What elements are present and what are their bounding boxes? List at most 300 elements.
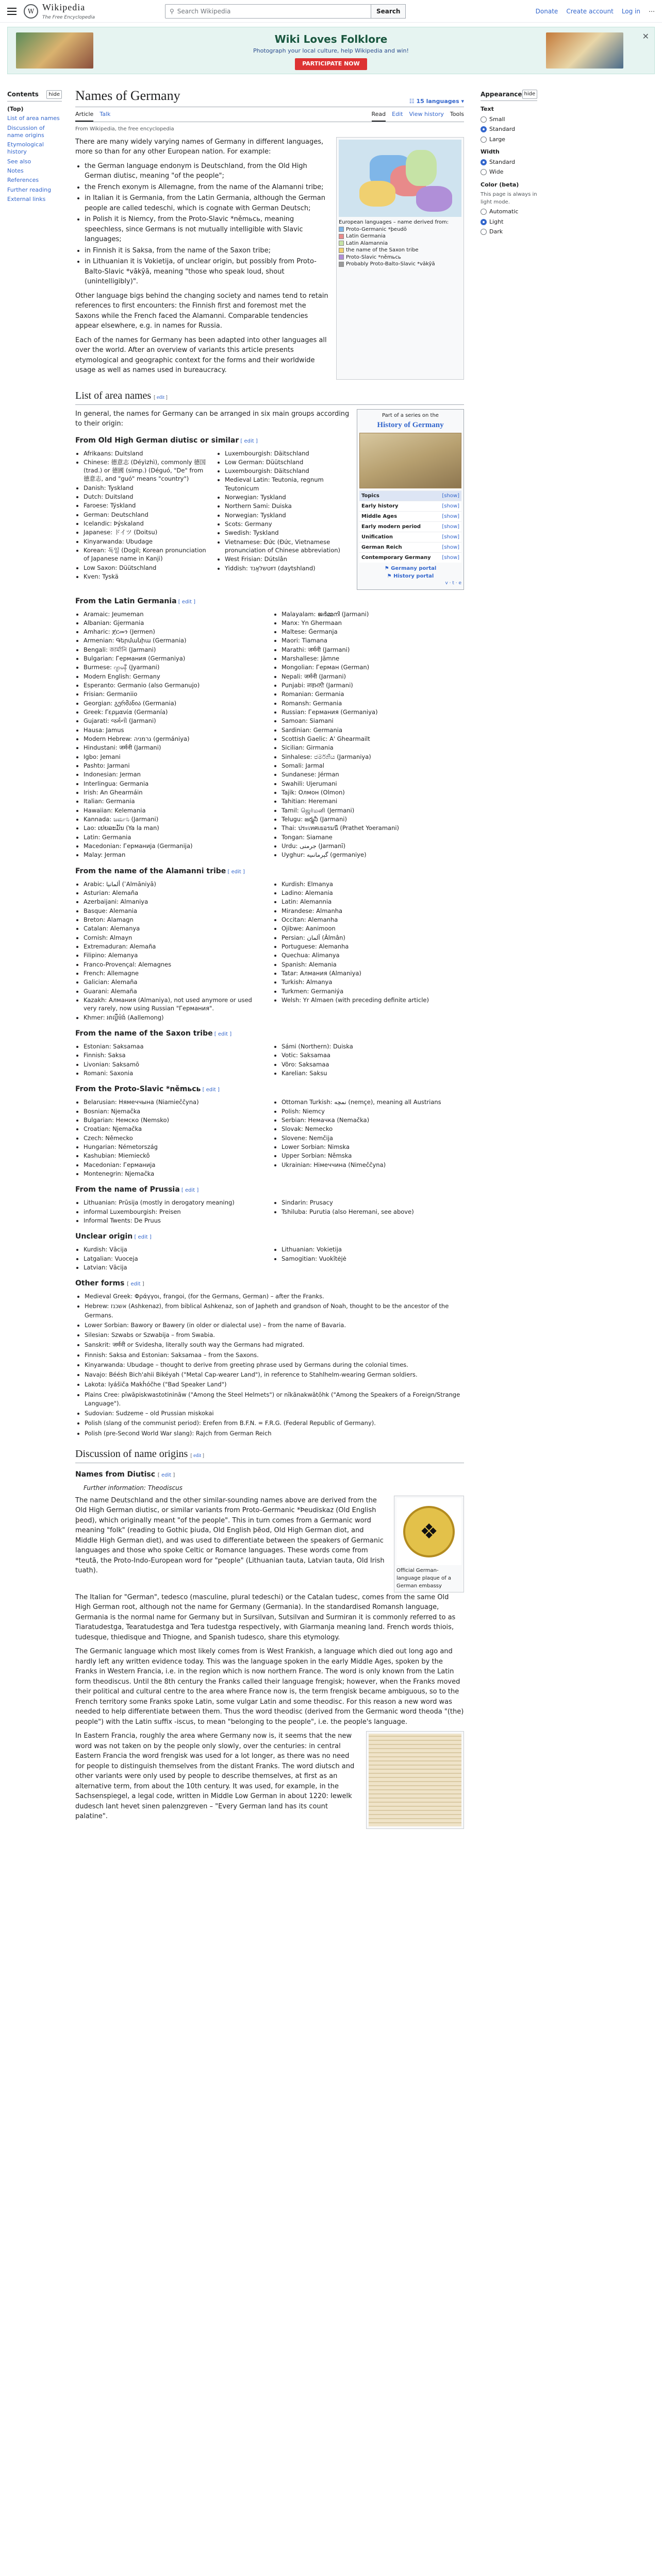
list-item: • Medieval Latin: Teutonia, regnum Teutonicum: [225, 476, 351, 493]
list-item: • Kashubian: Miemieckô: [84, 1151, 266, 1160]
width-option-label: Standard: [489, 158, 516, 165]
list-item: • Ojibwe: Aanimoon: [282, 924, 464, 933]
group-heading: [75, 596, 464, 607]
list-item: • Mongolian: Герман (German): [282, 663, 464, 671]
edit-link[interactable]: [ edit ]: [239, 438, 258, 444]
radio-icon[interactable]: [481, 209, 487, 215]
search-placeholder: Search Wikipedia: [177, 7, 231, 15]
list-item: • Swahili: Ujerumani: [282, 779, 464, 788]
list-item: • Kven: Tyskä: [84, 572, 209, 581]
navbox-show-toggle[interactable]: [show]: [442, 514, 459, 519]
banner-photo-right: [546, 32, 623, 69]
other-forms-title: Other forms: [75, 1279, 125, 1288]
tab-article[interactable]: Article: [75, 110, 93, 122]
list-item: • Tatar: Алмания (Almaniya): [282, 969, 464, 977]
list-item: • Luxembourgish: Däitschland: [225, 467, 351, 475]
list-item: • French: Allemagne: [84, 969, 266, 977]
list-item: • German: Deutschland: [84, 511, 209, 519]
group-title: From Old High German diutisc or similar: [75, 436, 239, 445]
navbox-row[interactable]: [359, 552, 461, 563]
list-item: • Kinyarwanda: Ubudage: [84, 537, 209, 546]
appearance-title: Appearance: [481, 91, 522, 98]
toc-item[interactable]: External links: [7, 195, 46, 202]
list-item: • Bengali: জার্মানি (Jarmani): [84, 646, 266, 654]
list-item: • Low Saxon: Düütschland: [84, 564, 209, 572]
list-item: • Khmer: អាល្លឺម៉ង់ (Aallemong): [84, 1013, 266, 1022]
name-list: [84, 1198, 266, 1225]
page-title: [75, 86, 464, 107]
list-item: • Lakota: Iyášiča Makȟóčhe ("Bad Speaker Land"): [85, 1380, 464, 1389]
vte-links[interactable]: v · t · e: [445, 581, 461, 586]
list-item: • Sundanese: Jérman: [282, 770, 464, 778]
edit-link[interactable]: [ edit ]: [133, 1234, 152, 1241]
group-title: From the Latin Germania: [75, 597, 177, 605]
radio-icon[interactable]: [481, 137, 487, 143]
legend-item: [339, 233, 461, 240]
list-item: • Latin: Germania: [84, 833, 266, 841]
edit-link[interactable]: [ edit ]: [127, 1281, 144, 1287]
text-size-option[interactable]: [481, 115, 537, 124]
color-label: Color (beta): [481, 181, 519, 188]
navbox-show-toggle[interactable]: [show]: [442, 524, 459, 530]
group-title: From the name of the Saxon tribe: [75, 1029, 213, 1038]
right-column: [273, 610, 464, 860]
list-item: • Lithuanian: Prūsija (mostly in derogatory meaning): [84, 1198, 266, 1207]
more-options-icon[interactable]: ⋯: [649, 7, 655, 15]
list-item: • Icelandic: Þýskaland: [84, 519, 209, 528]
language-button[interactable]: ☷ 15 languages ▾: [409, 97, 464, 105]
list-item: • Sicilian: Girmania: [282, 743, 464, 752]
navbox-show-toggle[interactable]: [show]: [442, 534, 459, 540]
color-option[interactable]: [481, 208, 537, 216]
list-item: • Modern Hebrew: גרמניה (germániya): [84, 735, 266, 743]
list-item: • Romani: Saxonia: [84, 1069, 266, 1077]
legend-swatch: [339, 248, 344, 253]
list-item: • Urdu: جرمنی (Jarmanī): [282, 842, 464, 850]
navbox-show-toggle[interactable]: [show]: [442, 503, 459, 509]
diutisc-heading: [75, 1469, 464, 1480]
list-item: • Pashto: Jarmani: [84, 761, 266, 770]
diutisc-paragraph-2: The Italian for "German", tedesco (masculine, plural tedeschi) or the Catalan tudesc, comes from the same Old High German root, although not the name for Germany (Germania). In the standardised Romansh language, Germania is the normal name for Germany but in Sursilvan, Sutsilvan and Surmiran it is commonly referred to as Tiaratudestga, Tearatudestga and Tera tudestga respectively, with Giarmanja meaning land. French words thiois, tudesque, thiedisque and Thiogne, and Spanish tudesco, share this etymology.: [75, 1593, 456, 1641]
list-item: • Finnish: Saksa: [84, 1051, 266, 1059]
toc-item[interactable]: References: [7, 177, 39, 184]
list-item: • Latgalian: Vuoceja: [84, 1255, 266, 1263]
banner-title: Wiki Loves Folklore: [274, 32, 388, 45]
other-forms-heading: [75, 1278, 464, 1289]
left-column: [75, 1245, 266, 1272]
name-group: [75, 1084, 464, 1178]
list-item: • Uyghur: گېرمانىيە (germaniye): [282, 851, 464, 859]
list-item: • Kurdish: Elmanya: [282, 880, 464, 888]
group-columns: [75, 880, 464, 1022]
list-item: • Finnish: Saksa and Estonian: Saksamaa – from the Saxons.: [85, 1351, 464, 1360]
navbox-row[interactable]: [359, 490, 461, 501]
navbox-row[interactable]: [359, 501, 461, 511]
list-item: • Italian: Germania: [84, 797, 266, 805]
color-option[interactable]: [481, 228, 537, 236]
list-item: • Indonesian: Jerman: [84, 770, 266, 778]
list-item: • Lower Sorbian: Nimska: [282, 1143, 464, 1151]
list-item: • Macedonian: Германија: [84, 1161, 266, 1169]
site-header: [0, 0, 662, 23]
list-item: • Faroese: Týskland: [84, 501, 209, 510]
navbox-row[interactable]: [359, 542, 461, 552]
list-item: • Azerbaijani: Almaniya: [84, 897, 266, 906]
map-caption: European languages – name derived from:: [339, 219, 449, 225]
group-title: From the name of the Alamanni tribe: [75, 867, 226, 875]
group-heading: [75, 1084, 464, 1095]
list-item: • Amharic: ጀርመን (Jermen): [84, 628, 266, 636]
navbox-rows: [359, 490, 461, 563]
color-note: This page is always in light mode.: [481, 192, 537, 205]
list-item: • Ukrainian: Німеччина (Nimeččyna): [282, 1161, 464, 1169]
intro-paragraph-2: Other language bigs behind the changing society and names tend to retain references to first encounters: the Finnish first and foremost met the Saxons while the French faced the Alamanni. Comparable tendencies appear elsewhere, e.g. in names for Russia.: [75, 292, 328, 330]
left-column: [75, 880, 266, 1022]
width-label: Width: [481, 148, 500, 155]
tab-tools[interactable]: Tools: [450, 111, 464, 117]
list-item: • Lower Sorbian: Bawory or Bawery (in older or dialectal use) – from the name of Bavaria.: [85, 1321, 464, 1330]
edit-link-text[interactable]: edit: [161, 1472, 172, 1478]
radio-icon[interactable]: [481, 219, 487, 225]
group-heading: [75, 1231, 464, 1242]
germany-portal-link[interactable]: ⚑ Germany portal: [384, 566, 437, 571]
list-item: • Swedish: Tyskland: [225, 529, 351, 537]
group-title: Unclear origin: [75, 1232, 133, 1241]
navbox-row-label: Topics: [361, 493, 379, 499]
list-item: • Catalan: Alemanya: [84, 924, 266, 933]
list-item: • Sudovian: Sudzeme – old Prussian miskokai: [85, 1409, 464, 1418]
history-portal-link[interactable]: ⚑ History portal: [387, 573, 434, 579]
left-column: [75, 1098, 266, 1178]
list-item: • Sinhalese: ජර්මනිය (Jarmaniya): [282, 753, 464, 761]
left-column: [75, 1198, 266, 1225]
right-column: [217, 449, 351, 582]
diutisc-title: Names from Diutisc: [75, 1470, 156, 1479]
edit-link[interactable]: [ edit ]: [190, 1452, 204, 1459]
list-item: • Nepali: जर्मनी (Jarmani): [282, 672, 464, 681]
hatnote: Further information: Theodiscus: [84, 1484, 183, 1492]
width-option[interactable]: [481, 168, 537, 177]
navbox-row[interactable]: [359, 532, 461, 542]
group-columns: [75, 610, 464, 860]
list-item: • Bulgarian: Германия (Germaniya): [84, 654, 266, 663]
appearance-hide-button[interactable]: hide: [522, 90, 538, 99]
list-item: • Votic: Saksamaa: [282, 1051, 464, 1059]
language-count: 15 languages: [416, 97, 459, 105]
list-item: • Upper Sorbian: Němska: [282, 1151, 464, 1160]
intro-paragraph: There are many widely varying names of Germany in different languages, more so than for any other European nation. For example:: [75, 138, 324, 156]
list-item: • Turkmen: Germaniýa: [282, 987, 464, 995]
list-item: • Medieval Greek: Φράγγοι, frangoi, (for the Germans, German) – after the Franks.: [85, 1292, 464, 1301]
text-size-options: [481, 115, 537, 144]
edit-link[interactable]: [ edit ]: [179, 1188, 199, 1194]
list-item: • Bosnian: Njemačka: [84, 1107, 266, 1115]
list-item: • Modern English: Germany: [84, 672, 266, 681]
list-item: • Kazakh: Алмания (Almaniya), not used anymore or used very rarely, now using Russian "Германия".: [84, 996, 266, 1013]
tab-edit[interactable]: Edit: [392, 111, 403, 117]
list-item: • Afrikaans: Duitsland: [84, 449, 209, 457]
intro-list: [85, 161, 330, 287]
list-item: • Lao: ເຢຍລະມັນ (Ya la man): [84, 824, 266, 832]
toc-item[interactable]: (Top): [7, 106, 24, 112]
list-item: • Plains Cree: pīwāpiskwastotinināw ("Among the Steel Helmets") or nīkānakwātōhk ("Among the Speakers of a Foreign/Strange Language").: [85, 1391, 464, 1409]
edit-link[interactable]: [ edit ]: [212, 1031, 232, 1037]
toc-title: Contents: [7, 91, 39, 98]
list-item: • Low German: Düütschland: [225, 458, 351, 466]
name-list: [84, 1245, 266, 1272]
list-item: • Turkish: Almanya: [282, 978, 464, 986]
list-item: • Hebrew: אשכנז (Ashkenaz), from biblical Ashkenaz, son of Japheth and grandson of Noah, thought to be the ancestor of the Germans.: [85, 1302, 464, 1320]
list-item: • West Frisian: Dútslân: [225, 555, 351, 563]
list-item: • Albanian: Gjermania: [84, 619, 266, 627]
map-legend: [339, 226, 461, 268]
list-item: • Extremaduran: Alemaña: [84, 942, 266, 951]
list-item: • Thai: ประเทศเยอรมนี (Prathet Yoeramani): [282, 824, 464, 832]
radio-icon[interactable]: [481, 116, 487, 123]
legend-swatch: [339, 241, 344, 246]
text-size-option[interactable]: [481, 135, 537, 144]
donate-link[interactable]: Donate: [535, 7, 558, 15]
search-form: [165, 4, 406, 19]
list-item: • Korean: 독일 (Dogil; Korean pronunciation of Japanese name in Kanji): [84, 546, 209, 563]
radio-icon[interactable]: [481, 169, 487, 175]
list-item: • the German language endonym is Deutschland, from the Old High German diutisc, meaning "of the people";: [85, 161, 330, 181]
search-button[interactable]: Search: [371, 4, 406, 19]
legend-label: Proto-Germanic *þeudō: [346, 226, 407, 232]
radio-icon[interactable]: [481, 126, 487, 132]
list-item: • Hausa: Jamus: [84, 726, 266, 734]
intro-text: [75, 137, 330, 380]
list-item: • Gujarati: જર્મની (Jarmani): [84, 717, 266, 725]
list-item: • Montenegrin: Njemačka: [84, 1170, 266, 1178]
list-item: • Irish: An Ghearmáin: [84, 788, 266, 796]
name-list: [84, 1042, 266, 1077]
toc-item[interactable]: See also: [7, 158, 31, 165]
color-option-label: Automatic: [489, 208, 519, 215]
list-item: • Persian: آلمان (Âlmân): [282, 934, 464, 942]
legend-label: Probably Proto-Balto-Slavic *vāky̑ā: [346, 261, 435, 267]
toc-item[interactable]: Etymological history: [7, 141, 44, 156]
group-heading: [75, 435, 351, 446]
list-item: • Sardinian: Germania: [282, 726, 464, 734]
text-size-option[interactable]: [481, 125, 537, 134]
other-forms-list: [85, 1292, 464, 1438]
toc-header: [7, 90, 62, 101]
tab-history[interactable]: View history: [409, 111, 444, 117]
list-item: • Karelian: Saksu: [282, 1069, 464, 1077]
list-item: • Igbo: Jemani: [84, 753, 266, 761]
list-item: • Galician: Alemaña: [84, 978, 266, 986]
germany-portal-text: Germany portal: [391, 566, 437, 571]
list-item: • Luxembourgish: Däitschland: [225, 449, 351, 457]
edit-link[interactable]: [ edit ]: [176, 599, 196, 605]
navbox-show-toggle[interactable]: [show]: [442, 555, 459, 561]
diutisc-row-2: [75, 1731, 464, 1829]
list-item: • Sindarin: Prusacy: [282, 1198, 464, 1207]
edit-link[interactable]: [ edit ]: [201, 1087, 220, 1093]
right-column: [273, 1198, 464, 1225]
navbox-show-toggle[interactable]: [show]: [442, 493, 459, 499]
discussion-heading: [75, 1446, 464, 1463]
right-column: [273, 1245, 464, 1272]
group-heading: [75, 866, 464, 877]
list-item: • Ladino: Alemania: [282, 889, 464, 897]
list-item: • Slovene: Nemčija: [282, 1134, 464, 1142]
list-item: • in Lithuanian it is Vokietija, of unclear origin, but possibly from Proto-Balto-Slavic *vāky̑ā, meaning "those who speak loud, shout (unintelligibly)".: [85, 257, 330, 287]
list-item: • Burmese: ဂျာမနီ (Jyarmani): [84, 663, 266, 671]
edit-link[interactable]: [ edit ]: [226, 869, 245, 875]
appearance-panel: [481, 78, 537, 1829]
list-item: • Marathi: जर्मनी (Jarmani): [282, 646, 464, 654]
intro-paragraph-3: Each of the names for Germany has been adapted into other languages all over the world. After an overview of variants this article presents etymological and geographic context for the forms and their worldwide usage as well as names used in bureaucracy.: [75, 336, 327, 374]
list-item: • Tahitian: Heremani: [282, 797, 464, 805]
navbox-part-of: Part of a series on the: [382, 412, 439, 418]
close-icon[interactable]: ✕: [642, 31, 649, 41]
list-item: • Aramaic: Jeumeman: [84, 610, 266, 618]
list-item: • Hungarian: Németország: [84, 1143, 266, 1151]
edit-link[interactable]: [ edit ]: [157, 1472, 175, 1478]
list-item: • Dutch: Duitsland: [84, 493, 209, 501]
plaque-caption: Official German-language plaque of a German embassy: [396, 1567, 451, 1589]
banner-subtitle: Photograph your local culture, help Wikipedia and win!: [253, 47, 409, 54]
legend-swatch: [339, 227, 344, 232]
legend-label: the name of the Saxon tribe: [346, 247, 419, 253]
group-columns: [75, 449, 351, 582]
name-list: [282, 880, 464, 1005]
edit-link-text[interactable]: edit: [157, 394, 165, 400]
left-column: [75, 449, 209, 582]
list-item: • Scots: Germany: [225, 520, 351, 528]
list-item: • Maori: Tiamana: [282, 636, 464, 645]
list-item: • Punjabi: ਜਰਮਨੀ (Jarmani): [282, 681, 464, 689]
page-layout: [0, 78, 662, 1829]
list-item: • Norwegian: Tyskland: [225, 493, 351, 501]
name-list: [282, 610, 464, 859]
edit-link-text[interactable]: edit: [193, 1452, 202, 1459]
navbox-row-label: Early modern period: [361, 524, 421, 530]
radio-icon[interactable]: [481, 229, 487, 235]
list-item: • Võro: Saksamaa: [282, 1060, 464, 1069]
group-title: From the name of Prussia: [75, 1185, 180, 1194]
participate-button[interactable]: PARTICIPATE NOW: [295, 58, 367, 70]
list-item: • Croatian: Njemačka: [84, 1125, 266, 1133]
list-item: • Mirandese: Almanha: [282, 907, 464, 915]
list-item: • Armenian: Գերմանիա (Germania): [84, 636, 266, 645]
right-column: [273, 1098, 464, 1178]
history-portal-text: History portal: [393, 573, 434, 579]
list-item: • Maltese: Ġermanja: [282, 628, 464, 636]
navbox-row-label: Middle Ages: [361, 514, 398, 519]
toc-item[interactable]: Notes: [7, 167, 24, 175]
name-list: [225, 449, 351, 573]
list-item: • informal Luxembourgish: Preisen: [84, 1208, 266, 1216]
manuscript-figure[interactable]: [366, 1731, 464, 1829]
name-group: [75, 435, 351, 582]
europe-map-image[interactable]: [339, 140, 461, 217]
edit-link[interactable]: [ edit ]: [154, 394, 168, 400]
list-item: • Franco-Provençal: Alemagnes: [84, 960, 266, 969]
list-item: • Hindustani: जर्मनी (Jarmani): [84, 743, 266, 752]
navbox-title[interactable]: History of Germany: [377, 420, 444, 429]
page-tabs: [75, 110, 464, 122]
list-item: • Filipino: Alemanya: [84, 951, 266, 959]
list-item: • Interlingua: Germania: [84, 779, 266, 788]
list-item: • Welsh: Yr Almaen (with preceding definite article): [282, 996, 464, 1004]
search-input[interactable]: [165, 4, 371, 19]
right-column: [273, 880, 464, 1022]
color-option[interactable]: [481, 218, 537, 227]
list-item: • Quechua: Alimanya: [282, 951, 464, 959]
list-item: • Silesian: Szwabs or Szwabija – from Swabia.: [85, 1331, 464, 1340]
tab-talk[interactable]: Talk: [100, 111, 111, 117]
user-links: [536, 7, 655, 16]
list-item: • Scottish Gaelic: A' Ghearmailt: [282, 735, 464, 743]
list-item: • Bulgarian: Немско (Nemsko): [84, 1116, 266, 1124]
edit-link-text[interactable]: edit: [130, 1281, 141, 1287]
navbox-row[interactable]: [359, 511, 461, 521]
legend-label: Proto-Slavic *němьcь: [346, 254, 401, 260]
navbox-row[interactable]: [359, 521, 461, 532]
name-group: [75, 866, 464, 1022]
name-group: [75, 596, 464, 860]
list-item: • Telugu: జర్మనీ (Jarmani): [282, 815, 464, 823]
appearance-header: [481, 90, 537, 101]
toc-item[interactable]: Further reading: [7, 186, 52, 193]
navbox-show-toggle[interactable]: [show]: [442, 545, 459, 550]
toc-hide-button[interactable]: hide: [46, 90, 62, 99]
create-account-link[interactable]: Create account: [566, 7, 614, 15]
name-groups: [75, 596, 464, 1273]
name-list: [84, 880, 266, 1022]
list-item: • Vietnamese: Đức (Đức, Vietnamese pronunciation of Chinese abbreviation): [225, 538, 351, 555]
list-item: • Kurdish: Vācija: [84, 1245, 266, 1253]
list-item: • Chinese: 德意志 (Déyìzhì), commonly 德国 (trad.) or 德國 (simp.) (Déguó, "De" from 德意志, and "guó" means "country"): [84, 458, 209, 483]
list-item: • Cornish: Almayn: [84, 934, 266, 942]
list-item: • Tongan: Siamane: [282, 833, 464, 841]
list-item: • Tamil: ஜெர்மனி (Jermani): [282, 806, 464, 815]
list-item: • in Finnish it is Saksa, from the name of the Saxon tribe;: [85, 246, 330, 256]
list-item: • Lithuanian: Vokietija: [282, 1245, 464, 1253]
list-item: • Basque: Alemania: [84, 907, 266, 915]
plaque-image[interactable]: [396, 1498, 461, 1565]
group-title: From the Proto-Slavic *němьcь: [75, 1085, 201, 1094]
width-option[interactable]: [481, 158, 537, 167]
list-item: • Navajo: Béésh Bich'ahii Bikéyah ("Metal Cap-wearer Land"), in reference to Stahlhelm-wearing German soldiers.: [85, 1370, 464, 1379]
list-item: • Norwegian: Tyskland: [225, 511, 351, 519]
right-column: [273, 1042, 464, 1078]
list-section-heading: [75, 388, 464, 405]
group-columns: [75, 1245, 464, 1272]
radio-icon[interactable]: [481, 159, 487, 165]
tab-read[interactable]: Read: [372, 110, 386, 122]
navbox-map-image[interactable]: [359, 433, 461, 488]
main-menu-icon[interactable]: [7, 8, 16, 15]
toc-item[interactable]: Discussion of name origins: [7, 124, 45, 139]
list-item: • Yiddish: דײַטשלאַנד (daytshland): [225, 564, 351, 572]
login-link[interactable]: Log in: [621, 7, 640, 15]
list-item: • Marshallese: Jāmne: [282, 654, 464, 663]
wikipedia-logo[interactable]: [24, 1, 158, 22]
left-column: [75, 610, 266, 860]
toc-item[interactable]: List of area names: [7, 115, 60, 122]
name-list: [84, 449, 209, 581]
list-item: • Belarusian: Нямеччына (Niamieččyna): [84, 1098, 266, 1106]
list-item: • Ottoman Turkish: نمچه (nemçe), meaning all Austrians: [282, 1098, 464, 1106]
language-map-figure: [336, 137, 464, 380]
list-item: • Romansh: Germania: [282, 699, 464, 707]
text-size-label: Text: [481, 106, 494, 112]
list-item: • Samoan: Siamani: [282, 717, 464, 725]
